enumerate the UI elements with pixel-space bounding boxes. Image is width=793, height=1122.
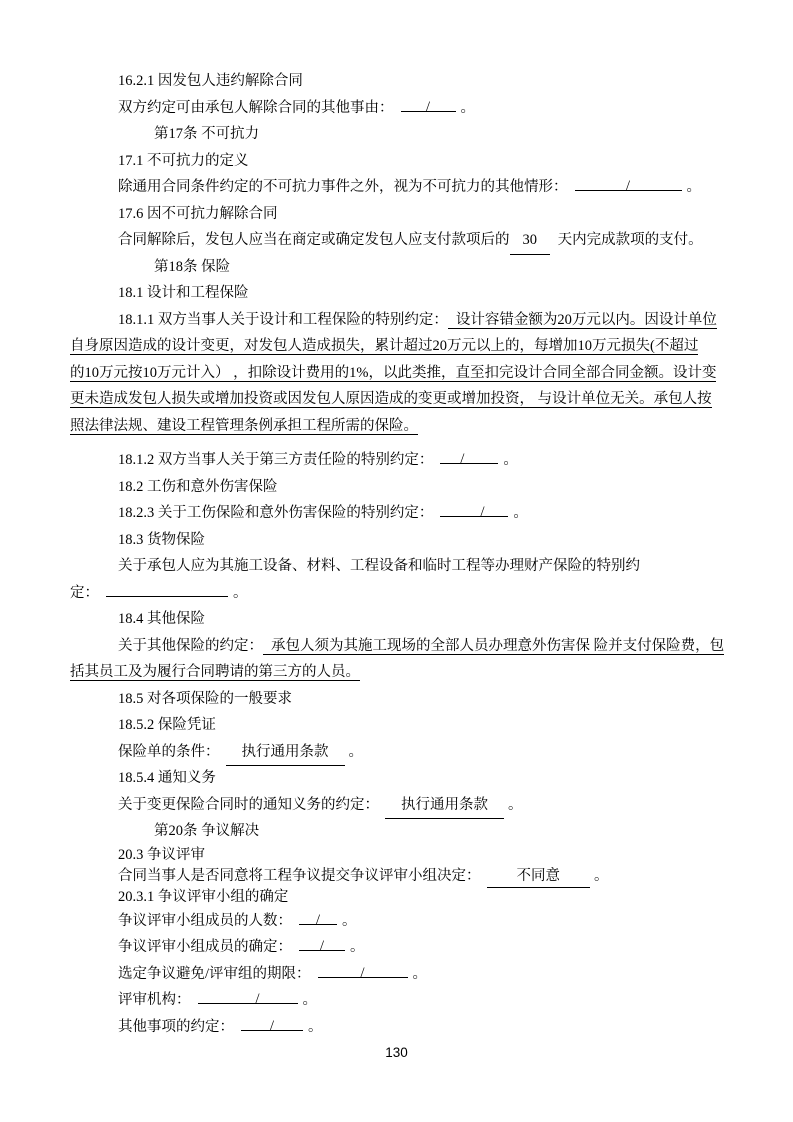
slash-mark: / <box>625 178 631 194</box>
doc-line <box>70 280 723 307</box>
doc-line <box>70 553 723 580</box>
doc-text: 。 <box>342 912 357 929</box>
doc-line <box>70 95 723 122</box>
doc-text: 。 <box>302 992 317 1008</box>
slash-mark: / <box>480 504 485 520</box>
doc-text: 关于变更保险合同时的通知义务的约定： <box>118 796 379 813</box>
doc-line <box>70 987 723 1014</box>
doc-text: 选定争议避免/评审组的期限： <box>118 965 311 982</box>
doc-text: 。 <box>503 452 518 468</box>
blank-field-slash <box>198 988 298 1007</box>
filled-blank: 执行通用条款 <box>226 739 345 767</box>
doc-text: 18.5.4 通知义务 <box>118 770 216 786</box>
doc-line <box>70 686 723 713</box>
doc-text: 合同解除后，发包人应当在商定或确定发包人应支付款项后的 <box>118 232 510 248</box>
doc-text: 关于承包人应为其施工设备、材料、工程设备和临时工程等办理财产保险的特别约 <box>118 558 640 574</box>
doc-text: 。 <box>508 796 523 813</box>
doc-line <box>70 174 723 201</box>
doc-text: 16.2.1 因发包人违约解除合同 <box>118 73 303 89</box>
doc-text: 18.1.1 双方当事人关于设计和工程保险的特别约定： <box>118 311 448 328</box>
doc-text: 第18条 保险 <box>154 258 231 275</box>
blank-field-slash <box>401 96 456 115</box>
doc-line <box>70 908 723 935</box>
blank-field <box>106 581 228 597</box>
slash-mark: / <box>425 98 431 115</box>
doc-line <box>70 201 723 228</box>
doc-text: 18.1 设计和工程保险 <box>118 285 249 301</box>
doc-text: 20.3.1 争议评审小组的确定 <box>118 888 289 905</box>
doc-text: 。 <box>412 965 428 982</box>
doc-text: 定： <box>70 584 99 601</box>
slash-mark: / <box>269 1017 275 1034</box>
underlined-text: 设计容错金额为20万元以内。因设计单位 <box>448 312 717 329</box>
doc-line <box>70 792 723 819</box>
doc-text: 合同当事人是否同意将工程争议提交争议评审小组决定： <box>118 867 481 884</box>
doc-text: 。 <box>686 179 701 195</box>
doc-text: 保险单的条件： <box>118 743 220 760</box>
doc-line <box>70 866 723 887</box>
doc-line <box>70 386 723 413</box>
doc-line <box>70 961 723 988</box>
doc-line <box>70 659 723 686</box>
doc-line <box>70 148 723 175</box>
blank-field-slash <box>575 175 682 194</box>
doc-text: 18.3 货物保险 <box>118 531 205 548</box>
filled-blank: 不同意 <box>487 866 591 888</box>
doc-text: 。 <box>594 867 609 884</box>
doc-text: 除通用合同条件约定的不可抗力事件之外，视为不可抗力的其他情形： <box>118 179 568 195</box>
doc-line <box>70 68 723 95</box>
doc-text: 18.2.3 关于工伤保险和意外伤害保险的特别约定： <box>118 505 434 521</box>
blank-field-slash <box>318 962 408 981</box>
underlined-text: 更未造成发包人损失或增加投资或因发包人原因造成的变更或增加投资， 与设计单位无关。承包人按 <box>70 391 712 407</box>
doc-text: 。 <box>233 584 248 601</box>
slash-mark: / <box>255 991 260 1007</box>
underlined-text: 括其员工及为履行合同聘请的第三方的人员。 <box>70 664 360 680</box>
blank-field-slash <box>241 1015 303 1034</box>
underlined-text: 的10万元按10万元计入） ，扣除设计费用的1%，以此类推，直至扣完设计合同全部合同金额。设计变 <box>70 364 717 381</box>
doc-text: 18.5 对各项保险的一般要求 <box>118 690 292 707</box>
blank-field-slash <box>299 909 337 928</box>
doc-text: 双方约定可由承包人解除合同的其他事由： <box>118 99 394 116</box>
doc-line <box>70 712 723 739</box>
doc-text: 18.1.2 双方当事人关于第三方责任险的特别约定： <box>118 452 434 468</box>
doc-text: 关于其他保险的约定： <box>118 637 263 654</box>
slash-mark: / <box>315 911 321 928</box>
doc-text: 其他事项的约定： <box>118 1018 234 1035</box>
blank-field-slash <box>299 935 345 954</box>
doc-text: 18.2 工伤和意外伤害保险 <box>118 478 278 495</box>
doc-line <box>70 1014 723 1041</box>
doc-text: 争议评审小组成员的人数： <box>118 912 292 929</box>
filled-blank: 30 <box>510 227 551 255</box>
doc-text: 天内完成款项的支付。 <box>554 232 703 248</box>
doc-text: 17.6 因不可抗力解除合同 <box>118 205 278 222</box>
doc-line <box>70 474 723 501</box>
doc-text: 第17条 不可抗力 <box>154 126 260 142</box>
slash-mark: / <box>319 938 325 954</box>
doc-line <box>70 500 723 527</box>
doc-text: 20.3 争议评审 <box>118 846 205 863</box>
doc-line <box>70 934 723 961</box>
doc-text: 。 <box>308 1018 323 1035</box>
doc-line <box>70 413 723 440</box>
doc-line <box>70 845 723 866</box>
doc-text: 18.4 其他保险 <box>118 611 205 627</box>
doc-line <box>70 527 723 554</box>
doc-line <box>70 333 723 360</box>
doc-line <box>70 765 723 792</box>
doc-text: 18.5.2 保险凭证 <box>118 717 216 733</box>
doc-line <box>70 818 723 845</box>
doc-text: 17.1 不可抗力的定义 <box>118 152 249 169</box>
doc-line <box>70 254 723 281</box>
doc-text: 评审机构： <box>118 992 191 1008</box>
underlined-text: 自身原因造成的设计变更，对发包人造成损失，累计超过20万元以上的，每增加10万元损失(不超过 <box>70 338 699 354</box>
doc-text: 第20条 争议解决 <box>154 823 260 839</box>
doc-line <box>70 447 723 474</box>
doc-text: 。 <box>513 505 528 521</box>
doc-line <box>70 739 723 766</box>
blank-field-slash <box>440 448 498 467</box>
doc-line <box>70 606 723 633</box>
doc-line <box>70 307 723 334</box>
slash-mark: / <box>460 451 465 467</box>
doc-line <box>70 360 723 387</box>
doc-line <box>70 887 723 908</box>
slash-mark: / <box>360 964 365 981</box>
underlined-text: 承包人须为其施工现场的全部人员办理意外伤害保 险并支付保险费，包 <box>263 638 724 655</box>
page-number: 130 <box>385 1045 408 1060</box>
doc-line <box>70 121 723 148</box>
doc-line <box>70 227 723 254</box>
blank-field-slash <box>440 501 508 520</box>
doc-text: 。 <box>350 939 365 955</box>
doc-text: 争议评审小组成员的确定： <box>118 939 292 955</box>
doc-text: 。 <box>348 743 363 760</box>
doc-text: 。 <box>460 99 475 116</box>
underlined-text: 照法律法规、建设工程管理条例承担工程所需的保险。 <box>70 417 418 434</box>
filled-blank: 执行通用条款 <box>385 792 504 820</box>
doc-line <box>70 580 723 607</box>
doc-lines <box>70 68 723 1040</box>
doc-line <box>70 633 723 660</box>
